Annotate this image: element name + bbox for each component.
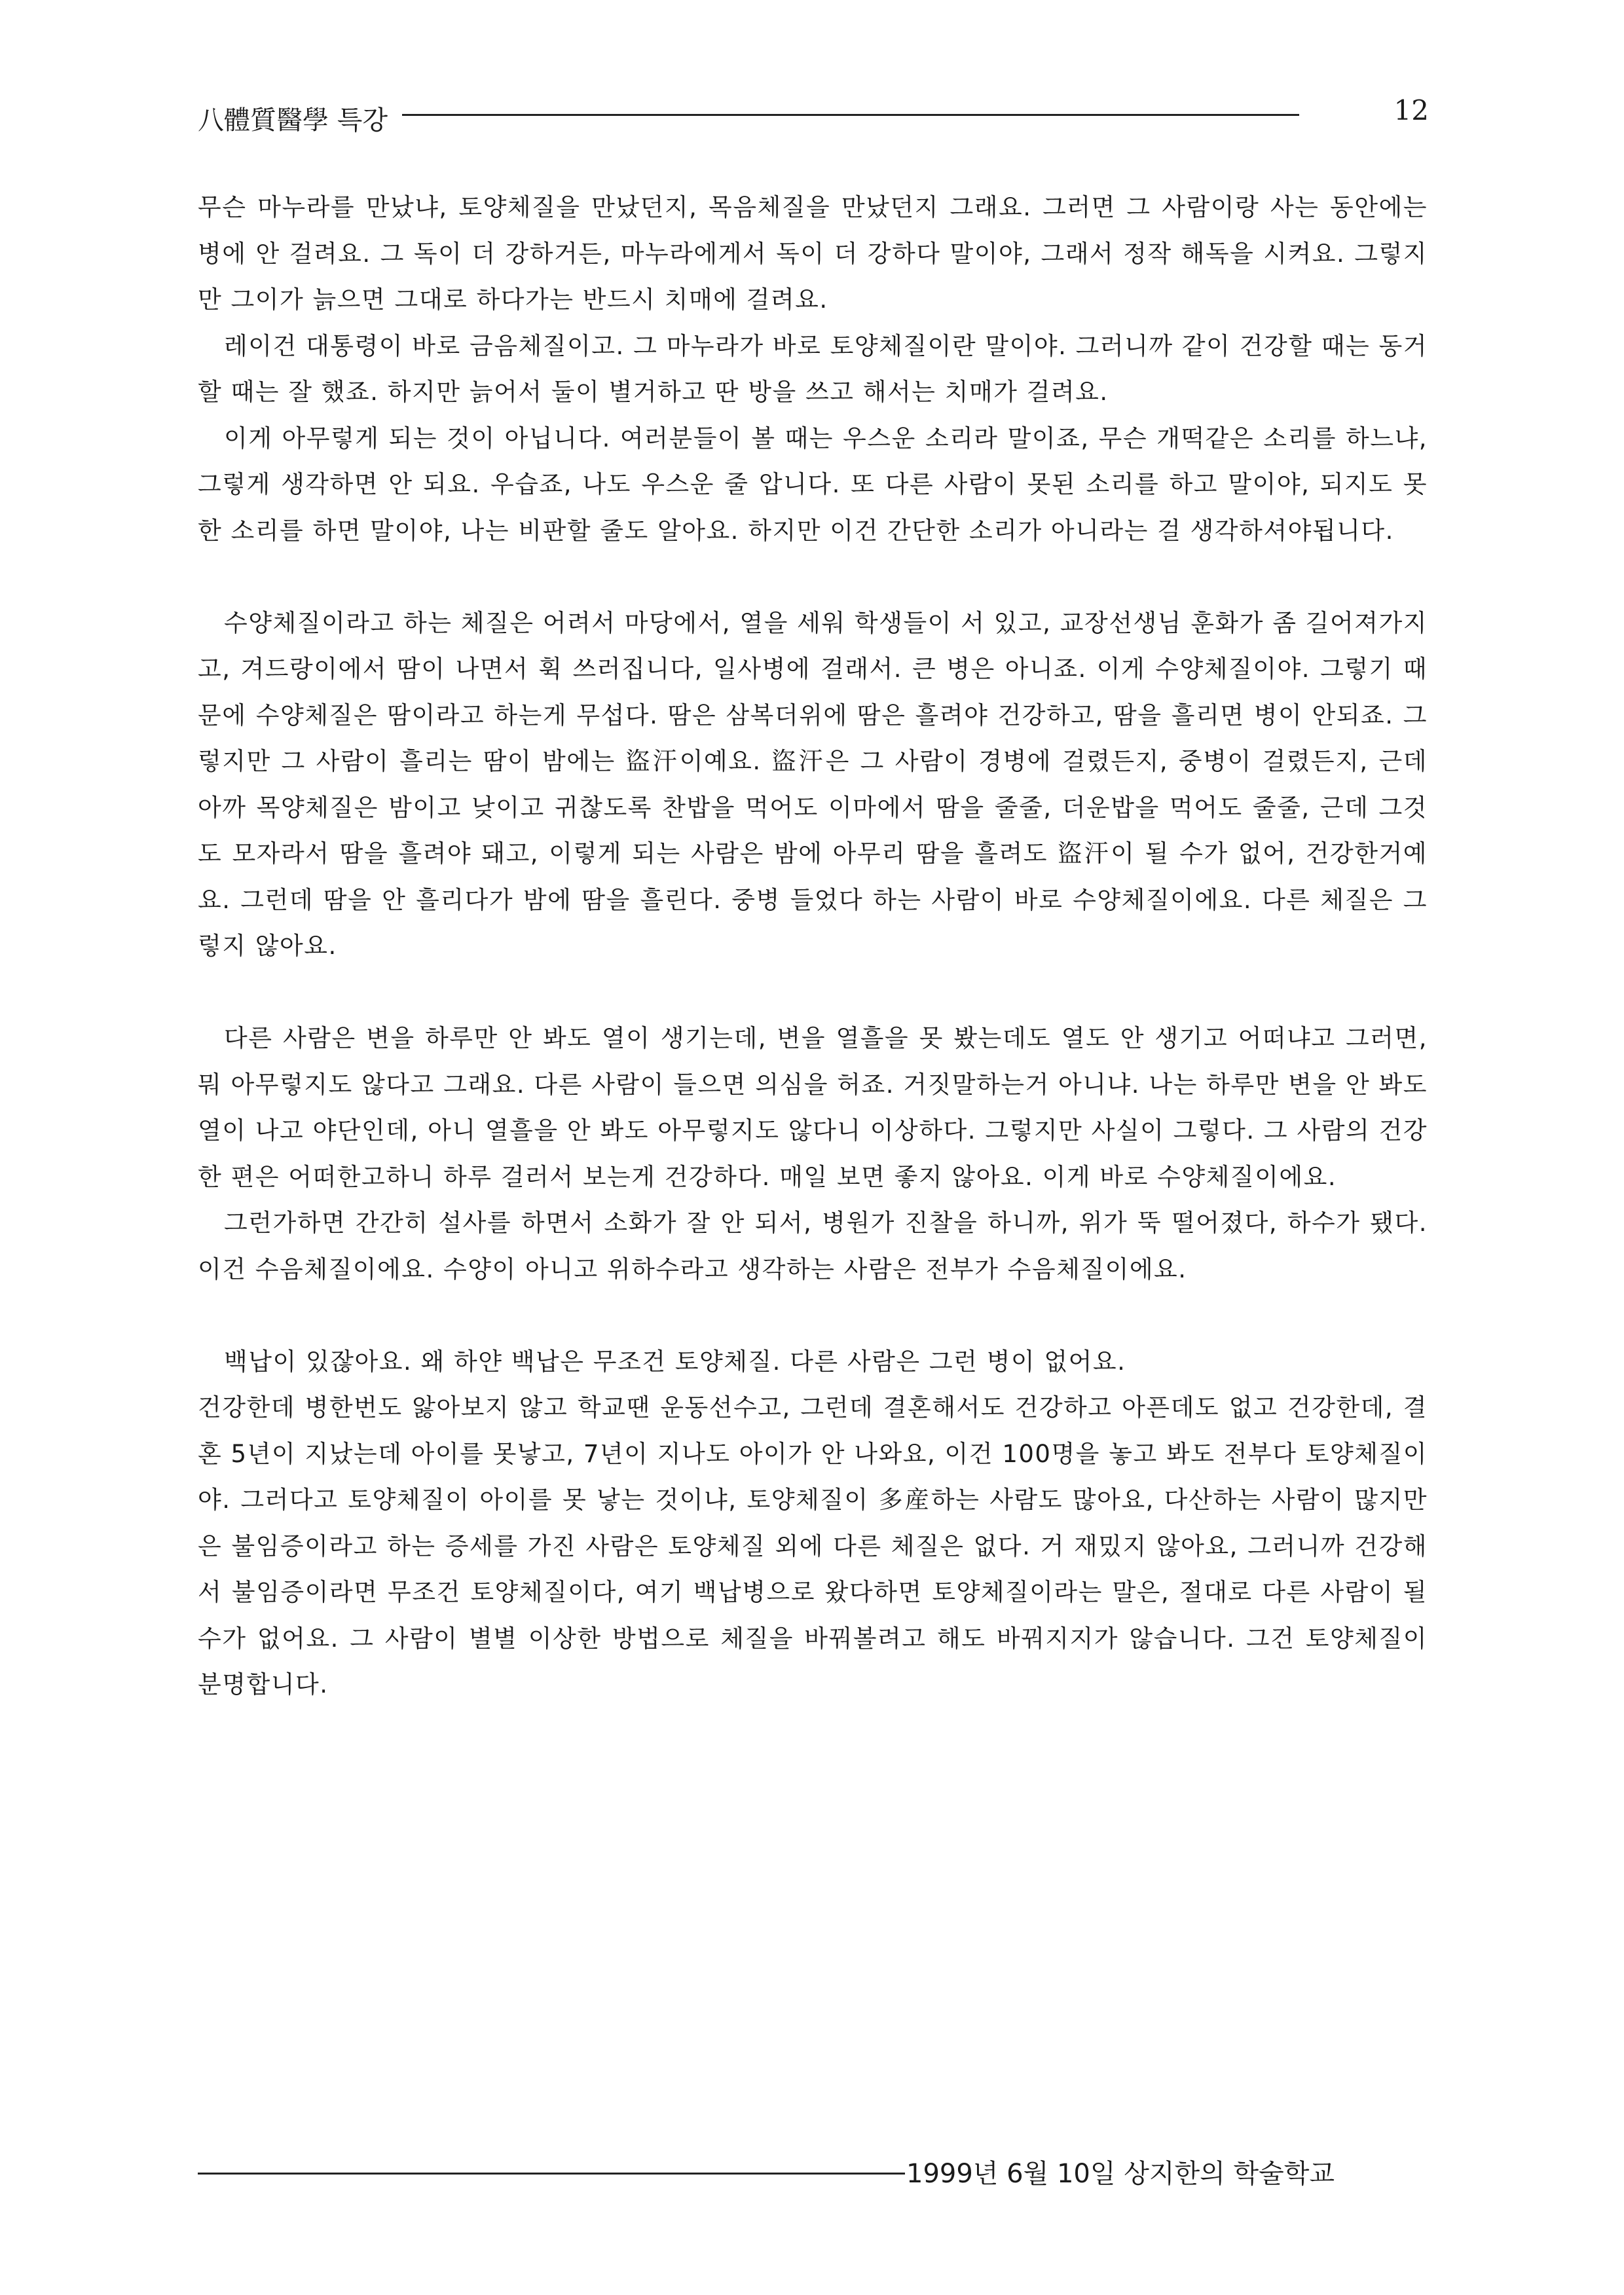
page-header — [198, 90, 1429, 136]
header-title: 八體質醫學 특강 — [198, 105, 388, 136]
paragraph: 건강한데 병한번도 앓아보지 않고 학교땐 운동선수고, 그런데 결혼해서도 건강하고 아픈데도 없고 건강한데, 결혼 5년이 지났는데 아이를 못낳고, 7년이 지나도 아이가 안 나와요, 이건 100명을 놓고 봐도 전부다 토양체질이야. 그러다고 토양체질이 아이를 못 낳는 것이냐, 토양체질이 多産하는 사람도 많아요, 다산하는 사람이 많지만은 불임증이라고 하는 증세를 가진 사람은 토양체질 외에 다른 체질은 없다. 거 재밌지 않아요, 그러니까 건강해서 불임증이라면 무조건 토양체질이다, 여기 백납병으로 왔다하면 토양체질이라는 말은, 절대로 다른 사람이 될 수가 없어요. 그 사람이 별별 이상한 방법으로 체질을 바꿔볼려고 해도 바꿔지지가 않습니다. 그건 토양체질이 분명합니다. — [198, 1393, 1428, 1698]
paragraph-gap — [198, 554, 1428, 600]
paragraph: 그런가하면 간간히 설사를 하면서 소화가 잘 안 되서, 병원가 진찰을 하니까, 위가 뚝 떨어졌다, 하수가 됐다. 이건 수음체질이에요. 수양이 아니고 위하수라고 생각하는 사람은 전부가 수음체질이에요. — [198, 1209, 1428, 1283]
page-number: 12 — [1393, 94, 1429, 126]
paragraph: 이게 아무렇게 되는 것이 아닙니다. 여러분들이 볼 때는 우스운 소리라 말이죠, 무슨 개떡같은 소리를 하느냐, 그렇게 생각하면 안 되요. 우습죠, 나도 우스운 줄 압니다. 또 다른 사람이 못된 소리를 하고 말이야, 되지도 못한 소리를 하면 말이야, 나는 비판할 줄도 알아요. 하지만 이건 간단한 소리가 아니라는 걸 생각하셔야됩니다. — [198, 424, 1428, 545]
paragraph: 다른 사람은 변을 하루만 안 봐도 열이 생기는데, 변을 열흘을 못 봤는데도 열도 안 생기고 어떠냐고 그러면, 뭐 아무렇지도 않다고 그래요. 다른 사람이 들으면 의심을 허죠. 거짓말하는거 아니냐. 나는 하루만 변을 안 봐도 열이 나고 야단인데, 아니 열흘을 안 봐도 아무렇지도 않다니 이상하다. 그렇지만 사실이 그렇다. 그 사람의 건강한 편은 어떠한고하니 하루 걸러서 보는게 건강하다. 매일 보면 좋지 않아요. 이게 바로 수양체질이에요. — [198, 1024, 1428, 1191]
paragraph: 무슨 마누라를 만났냐, 토양체질을 만났던지, 목음체질을 만났던지 그래요. 그러면 그 사람이랑 사는 동안에는 병에 안 걸려요. 그 독이 더 강하거든, 마누라에게서 독이 더 강하다 말이야, 그래서 정작 해독을 시켜요. 그렇지만 그이가 늙으면 그대로 하다가는 반드시 치매에 걸려요. — [198, 193, 1428, 314]
page-footer — [198, 2150, 1429, 2196]
paragraph: 레이건 대통령이 바로 금음체질이고. 그 마누라가 바로 토양체질이란 말이야. 그러니까 같이 건강할 때는 동거할 때는 잘 했죠. 하지만 늙어서 둘이 별거하고 딴 방을 쓰고 해서는 치매가 걸려요. — [198, 331, 1428, 406]
paragraph-gap — [198, 970, 1428, 1016]
footer-text: 1999년 6월 10일 상지한의 학술학교 — [906, 2159, 1335, 2189]
header-rule — [402, 114, 1299, 116]
body-text — [198, 185, 1428, 1708]
paragraph-gap — [198, 1293, 1428, 1339]
footer-rule — [198, 2173, 905, 2175]
paragraph: 수양체질이라고 하는 체질은 어려서 마당에서, 열을 세워 학생들이 서 있고, 교장선생님 훈화가 좀 길어져가지고, 겨드랑이에서 땀이 나면서 휙 쓰러집니다, 일사병에 걸래서. 큰 병은 아니죠. 이게 수양체질이야. 그렇기 때문에 수양체질은 땀이라고 하는게 무섭다. 땀은 삼복더위에 땀은 흘려야 건강하고, 땀을 흘리면 병이 안되죠. 그렇지만 그 사람이 흘리는 땀이 밤에는 盜汗이예요. 盜汗은 그 사람이 경병에 걸렸든지, 중병이 걸렸든지, 근데 아까 목양체질은 밤이고 낮이고 귀찮도록 찬밥을 먹어도 이마에서 땀을 줄줄, 더운밥을 먹어도 줄줄, 근데 그것도 모자라서 땀을 흘려야 돼고, 이렇게 되는 사람은 밤에 아무리 땀을 흘려도 盜汗이 될 수가 없어, 건강한거예요. 그런데 땀을 안 흘리다가 밤에 땀을 흘린다. 중병 들었다 하는 사람이 바로 수양체질이에요. 다른 체질은 그렇지 않아요. — [198, 608, 1428, 960]
paragraph: 백납이 있잖아요. 왜 하얀 백납은 무조건 토양체질. 다른 사람은 그런 병이 없어요. — [224, 1347, 1126, 1376]
